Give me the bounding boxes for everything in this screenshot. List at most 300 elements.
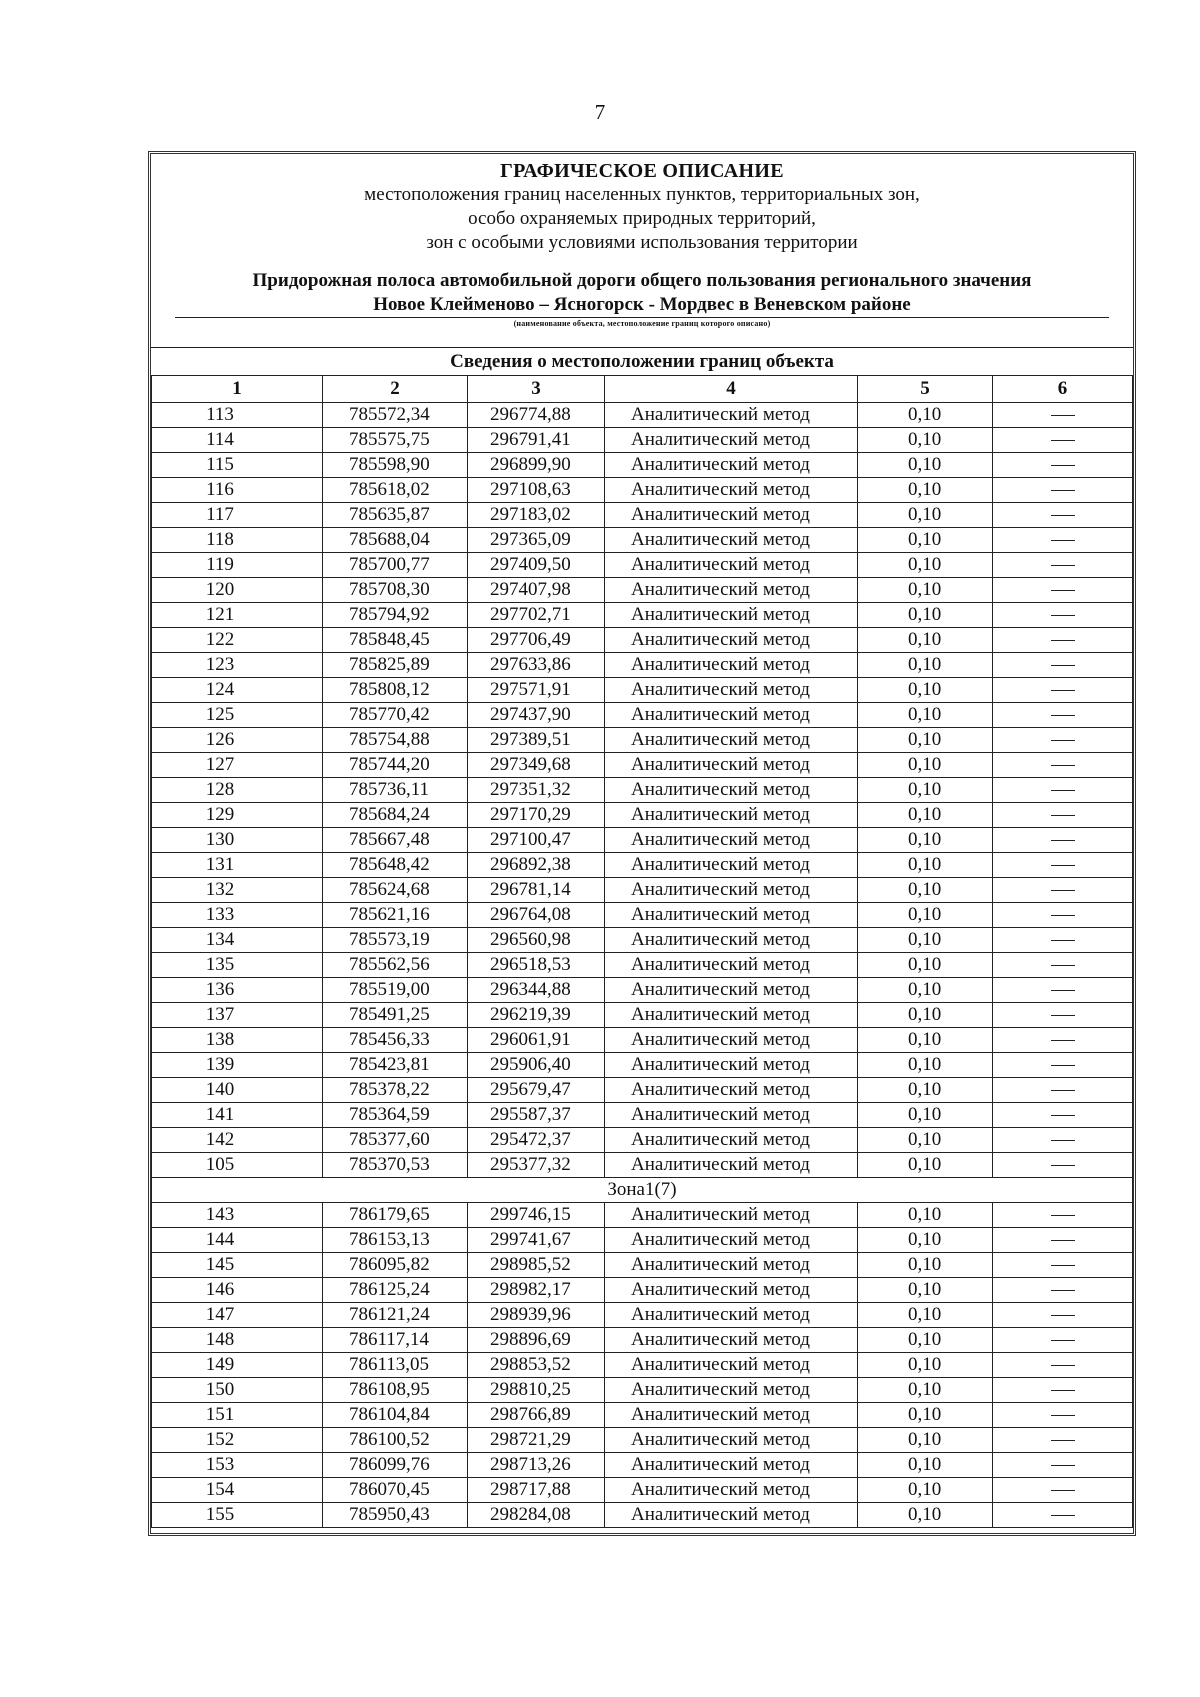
dash-mark — [1051, 765, 1075, 766]
point-number-cell: 132 — [152, 878, 323, 903]
accuracy-cell: 0,10 — [858, 653, 993, 678]
accuracy-cell: 0,10 — [858, 803, 993, 828]
table-row — [152, 1078, 1133, 1103]
method-cell: Аналитический метод — [605, 978, 858, 1003]
y-coordinate-cell: 298721,29 — [468, 1428, 605, 1453]
y-coordinate-cell: 296899,90 — [468, 453, 605, 478]
x-coordinate-cell: 785519,00 — [323, 978, 468, 1003]
accuracy-cell: 0,10 — [858, 853, 993, 878]
document-title: ГРАФИЧЕСКОЕ ОПИСАНИЕ — [500, 160, 784, 182]
table-row — [152, 478, 1133, 503]
method-cell: Аналитический метод — [605, 653, 858, 678]
method-cell: Аналитический метод — [605, 528, 858, 553]
x-coordinate-cell: 785423,81 — [323, 1053, 468, 1078]
note-cell — [993, 1153, 1133, 1178]
accuracy-cell: 0,10 — [858, 478, 993, 503]
object-name-line-2: Новое Клейменово – Ясногорск - Мордвес в Веневском районе — [373, 294, 911, 315]
point-number-cell: 146 — [152, 1278, 323, 1303]
y-coordinate-cell: 295679,47 — [468, 1078, 605, 1103]
note-cell — [993, 1228, 1133, 1253]
method-cell: Аналитический метод — [605, 1103, 858, 1128]
dash-mark — [1051, 690, 1075, 691]
method-cell: Аналитический метод — [605, 928, 858, 953]
dash-mark — [1051, 440, 1075, 441]
accuracy-cell: 0,10 — [858, 778, 993, 803]
note-cell — [993, 528, 1133, 553]
x-coordinate-cell: 785736,11 — [323, 778, 468, 803]
point-number-cell: 136 — [152, 978, 323, 1003]
table-row — [152, 1378, 1133, 1403]
point-number-cell: 129 — [152, 803, 323, 828]
x-coordinate-cell: 785754,88 — [323, 728, 468, 753]
method-cell: Аналитический метод — [605, 778, 858, 803]
method-cell: Аналитический метод — [605, 1203, 858, 1228]
x-coordinate-cell: 786070,45 — [323, 1478, 468, 1503]
accuracy-cell: 0,10 — [858, 728, 993, 753]
accuracy-cell: 0,10 — [858, 978, 993, 1003]
dash-mark — [1051, 1415, 1075, 1416]
dash-mark — [1051, 1290, 1075, 1291]
y-coordinate-cell: 297100,47 — [468, 828, 605, 853]
object-name-underline — [175, 317, 1109, 318]
point-number-cell: 155 — [152, 1503, 323, 1528]
dash-mark — [1051, 965, 1075, 966]
point-number-cell: 113 — [152, 403, 323, 428]
object-caption: (наименование объекта, местоположение границ которого описано) — [513, 319, 771, 328]
table-row — [152, 1028, 1133, 1053]
table-row — [152, 978, 1133, 1003]
table-row — [152, 1453, 1133, 1478]
accuracy-cell: 0,10 — [858, 1403, 993, 1428]
note-cell — [993, 1328, 1133, 1353]
table-header-row — [152, 376, 1133, 403]
accuracy-cell: 0,10 — [858, 453, 993, 478]
table-row — [152, 1428, 1133, 1453]
accuracy-cell: 0,10 — [858, 553, 993, 578]
table-row — [152, 1278, 1133, 1303]
point-number-cell: 135 — [152, 953, 323, 978]
y-coordinate-cell: 296344,88 — [468, 978, 605, 1003]
dash-mark — [1051, 1015, 1075, 1016]
accuracy-cell: 0,10 — [858, 1478, 993, 1503]
method-cell: Аналитический метод — [605, 553, 858, 578]
x-coordinate-cell: 785708,30 — [323, 578, 468, 603]
point-number-cell: 153 — [152, 1453, 323, 1478]
dash-mark — [1051, 1515, 1075, 1516]
y-coordinate-cell: 298284,08 — [468, 1503, 605, 1528]
dash-mark — [1051, 1440, 1075, 1441]
document-frame — [148, 151, 1136, 1536]
table-row — [152, 778, 1133, 803]
point-number-cell: 142 — [152, 1128, 323, 1153]
x-coordinate-cell: 785684,24 — [323, 803, 468, 828]
table-row — [152, 1303, 1133, 1328]
method-cell: Аналитический метод — [605, 678, 858, 703]
point-number-cell: 151 — [152, 1403, 323, 1428]
y-coordinate-cell: 296781,14 — [468, 878, 605, 903]
note-cell — [993, 953, 1133, 978]
x-coordinate-cell: 786108,95 — [323, 1378, 468, 1403]
x-coordinate-cell: 785598,90 — [323, 453, 468, 478]
note-cell — [993, 728, 1133, 753]
point-number-cell: 154 — [152, 1478, 323, 1503]
y-coordinate-cell: 296061,91 — [468, 1028, 605, 1053]
method-cell: Аналитический метод — [605, 453, 858, 478]
x-coordinate-cell: 786153,13 — [323, 1228, 468, 1253]
y-coordinate-cell: 298717,88 — [468, 1478, 605, 1503]
note-cell — [993, 1278, 1133, 1303]
method-cell: Аналитический метод — [605, 903, 858, 928]
point-number-cell: 120 — [152, 578, 323, 603]
method-cell: Аналитический метод — [605, 1378, 858, 1403]
point-number-cell: 115 — [152, 453, 323, 478]
point-number-cell: 134 — [152, 928, 323, 953]
dash-mark — [1051, 1165, 1075, 1166]
subtitle-line-3: зон с особыми условиями использования территории — [426, 232, 858, 253]
y-coordinate-cell: 295587,37 — [468, 1103, 605, 1128]
table-row — [152, 853, 1133, 878]
table-row — [152, 603, 1133, 628]
table-row — [152, 403, 1133, 428]
y-coordinate-cell: 297349,68 — [468, 753, 605, 778]
note-cell — [993, 1503, 1133, 1528]
note-cell — [993, 1378, 1133, 1403]
dash-mark — [1051, 840, 1075, 841]
x-coordinate-cell: 786099,76 — [323, 1453, 468, 1478]
point-number-cell: 149 — [152, 1353, 323, 1378]
accuracy-cell: 0,10 — [858, 1278, 993, 1303]
point-number-cell: 141 — [152, 1103, 323, 1128]
method-cell: Аналитический метод — [605, 878, 858, 903]
accuracy-cell: 0,10 — [858, 1203, 993, 1228]
point-number-cell: 133 — [152, 903, 323, 928]
point-number-cell: 145 — [152, 1253, 323, 1278]
column-header: 4 — [605, 376, 858, 403]
method-cell: Аналитический метод — [605, 828, 858, 853]
point-number-cell: 123 — [152, 653, 323, 678]
method-cell: Аналитический метод — [605, 1353, 858, 1378]
note-cell — [993, 1103, 1133, 1128]
point-number-cell: 127 — [152, 753, 323, 778]
x-coordinate-cell: 785808,12 — [323, 678, 468, 703]
table-row — [152, 528, 1133, 553]
subtitle-line-1: местоположения границ населенных пунктов, территориальных зон, — [364, 184, 920, 205]
table-row — [152, 1503, 1133, 1528]
method-cell: Аналитический метод — [605, 1228, 858, 1253]
x-coordinate-cell: 785378,22 — [323, 1078, 468, 1103]
x-coordinate-cell: 786125,24 — [323, 1278, 468, 1303]
y-coordinate-cell: 297170,29 — [468, 803, 605, 828]
dash-mark — [1051, 515, 1075, 516]
method-cell: Аналитический метод — [605, 1303, 858, 1328]
accuracy-cell: 0,10 — [858, 1228, 993, 1253]
dash-mark — [1051, 1490, 1075, 1491]
note-cell — [993, 1078, 1133, 1103]
point-number-cell: 105 — [152, 1153, 323, 1178]
y-coordinate-cell: 297409,50 — [468, 553, 605, 578]
y-coordinate-cell: 297571,91 — [468, 678, 605, 703]
x-coordinate-cell: 785624,68 — [323, 878, 468, 903]
table-row — [152, 953, 1133, 978]
accuracy-cell: 0,10 — [858, 528, 993, 553]
dash-mark — [1051, 1265, 1075, 1266]
dash-mark — [1051, 1215, 1075, 1216]
method-cell: Аналитический метод — [605, 1503, 858, 1528]
accuracy-cell: 0,10 — [858, 1378, 993, 1403]
method-cell: Аналитический метод — [605, 578, 858, 603]
point-number-cell: 114 — [152, 428, 323, 453]
dash-mark — [1051, 490, 1075, 491]
method-cell: Аналитический метод — [605, 803, 858, 828]
zone-label: Зона1(7) — [152, 1178, 1133, 1203]
point-number-cell: 125 — [152, 703, 323, 728]
x-coordinate-cell: 785618,02 — [323, 478, 468, 503]
table-row — [152, 678, 1133, 703]
point-number-cell: 117 — [152, 503, 323, 528]
table-row — [152, 878, 1133, 903]
table-row — [152, 628, 1133, 653]
y-coordinate-cell: 297108,63 — [468, 478, 605, 503]
method-cell: Аналитический метод — [605, 1403, 858, 1428]
point-number-cell: 137 — [152, 1003, 323, 1028]
x-coordinate-cell: 785667,48 — [323, 828, 468, 853]
accuracy-cell: 0,10 — [858, 1053, 993, 1078]
section-title: Сведения о местоположении границ объекта — [151, 347, 1133, 374]
point-number-cell: 139 — [152, 1053, 323, 1078]
column-header: 1 — [152, 376, 323, 403]
note-cell — [993, 1003, 1133, 1028]
y-coordinate-cell: 295472,37 — [468, 1128, 605, 1153]
point-number-cell: 122 — [152, 628, 323, 653]
x-coordinate-cell: 785688,04 — [323, 528, 468, 553]
note-cell — [993, 1453, 1133, 1478]
x-coordinate-cell: 785621,16 — [323, 903, 468, 928]
x-coordinate-cell: 785700,77 — [323, 553, 468, 578]
table-row — [152, 703, 1133, 728]
dash-mark — [1051, 1040, 1075, 1041]
point-number-cell: 152 — [152, 1428, 323, 1453]
note-cell — [993, 703, 1133, 728]
dash-mark — [1051, 1365, 1075, 1366]
dash-mark — [1051, 940, 1075, 941]
table-row — [152, 1228, 1133, 1253]
dash-mark — [1051, 815, 1075, 816]
dash-mark — [1051, 990, 1075, 991]
dash-mark — [1051, 565, 1075, 566]
point-number-cell: 126 — [152, 728, 323, 753]
subtitle-line-2: особо охраняемых природных территорий, — [468, 208, 816, 229]
point-number-cell: 116 — [152, 478, 323, 503]
point-number-cell: 138 — [152, 1028, 323, 1053]
y-coordinate-cell: 296219,39 — [468, 1003, 605, 1028]
x-coordinate-cell: 785648,42 — [323, 853, 468, 878]
note-cell — [993, 1253, 1133, 1278]
dash-mark — [1051, 865, 1075, 866]
dash-mark — [1051, 890, 1075, 891]
method-cell: Аналитический метод — [605, 1428, 858, 1453]
dash-mark — [1051, 465, 1075, 466]
table-row — [152, 1053, 1133, 1078]
accuracy-cell: 0,10 — [858, 578, 993, 603]
note-cell — [993, 653, 1133, 678]
x-coordinate-cell: 785370,53 — [323, 1153, 468, 1178]
point-number-cell: 118 — [152, 528, 323, 553]
x-coordinate-cell: 785573,19 — [323, 928, 468, 953]
accuracy-cell: 0,10 — [858, 828, 993, 853]
table-row — [152, 653, 1133, 678]
note-cell — [993, 1428, 1133, 1453]
note-cell — [993, 828, 1133, 853]
note-cell — [993, 578, 1133, 603]
accuracy-cell: 0,10 — [858, 1428, 993, 1453]
document-header — [151, 154, 1133, 317]
point-number-cell: 124 — [152, 678, 323, 703]
method-cell: Аналитический метод — [605, 853, 858, 878]
method-cell: Аналитический метод — [605, 728, 858, 753]
x-coordinate-cell: 785770,42 — [323, 703, 468, 728]
x-coordinate-cell: 785491,25 — [323, 1003, 468, 1028]
method-cell: Аналитический метод — [605, 753, 858, 778]
object-name-line-1: Придорожная полоса автомобильной дороги общего пользования регионального значения — [252, 270, 1032, 291]
y-coordinate-cell: 296791,41 — [468, 428, 605, 453]
point-number-cell: 143 — [152, 1203, 323, 1228]
x-coordinate-cell: 785744,20 — [323, 753, 468, 778]
x-coordinate-cell: 785848,45 — [323, 628, 468, 653]
point-number-cell: 150 — [152, 1378, 323, 1403]
accuracy-cell: 0,10 — [858, 953, 993, 978]
accuracy-cell: 0,10 — [858, 1328, 993, 1353]
table-row — [152, 553, 1133, 578]
table-row — [152, 1478, 1133, 1503]
note-cell — [993, 853, 1133, 878]
method-cell: Аналитический метод — [605, 1278, 858, 1303]
x-coordinate-cell: 785635,87 — [323, 503, 468, 528]
dash-mark — [1051, 590, 1075, 591]
accuracy-cell: 0,10 — [858, 1353, 993, 1378]
note-cell — [993, 903, 1133, 928]
dash-mark — [1051, 740, 1075, 741]
table-row — [152, 578, 1133, 603]
y-coordinate-cell: 297389,51 — [468, 728, 605, 753]
accuracy-cell: 0,10 — [858, 903, 993, 928]
point-number-cell: 140 — [152, 1078, 323, 1103]
note-cell — [993, 1403, 1133, 1428]
y-coordinate-cell: 298896,69 — [468, 1328, 605, 1353]
note-cell — [993, 1353, 1133, 1378]
note-cell — [993, 628, 1133, 653]
method-cell: Аналитический метод — [605, 1128, 858, 1153]
y-coordinate-cell: 297633,86 — [468, 653, 605, 678]
table-row — [152, 1103, 1133, 1128]
accuracy-cell: 0,10 — [858, 878, 993, 903]
table-row — [152, 1403, 1133, 1428]
table-row — [152, 1353, 1133, 1378]
y-coordinate-cell: 298853,52 — [468, 1353, 605, 1378]
dash-mark — [1051, 1240, 1075, 1241]
x-coordinate-cell: 786100,52 — [323, 1428, 468, 1453]
y-coordinate-cell: 298982,17 — [468, 1278, 605, 1303]
table-row — [152, 1203, 1133, 1228]
dash-mark — [1051, 1065, 1075, 1066]
accuracy-cell: 0,10 — [858, 1128, 993, 1153]
dash-mark — [1051, 415, 1075, 416]
table-row — [152, 428, 1133, 453]
column-header: 5 — [858, 376, 993, 403]
table-row — [152, 753, 1133, 778]
method-cell: Аналитический метод — [605, 1028, 858, 1053]
point-number-cell: 148 — [152, 1328, 323, 1353]
dash-mark — [1051, 1465, 1075, 1466]
accuracy-cell: 0,10 — [858, 1153, 993, 1178]
y-coordinate-cell: 297437,90 — [468, 703, 605, 728]
accuracy-cell: 0,10 — [858, 1303, 993, 1328]
table-row — [152, 1328, 1133, 1353]
x-coordinate-cell: 786121,24 — [323, 1303, 468, 1328]
note-cell — [993, 778, 1133, 803]
y-coordinate-cell: 298766,89 — [468, 1403, 605, 1428]
note-cell — [993, 1028, 1133, 1053]
dash-mark — [1051, 665, 1075, 666]
accuracy-cell: 0,10 — [858, 1503, 993, 1528]
method-cell: Аналитический метод — [605, 953, 858, 978]
column-header: 3 — [468, 376, 605, 403]
table-row — [152, 928, 1133, 953]
table-row — [152, 1153, 1133, 1178]
x-coordinate-cell: 785377,60 — [323, 1128, 468, 1153]
note-cell — [993, 478, 1133, 503]
method-cell: Аналитический метод — [605, 1453, 858, 1478]
note-cell — [993, 428, 1133, 453]
point-number-cell: 119 — [152, 553, 323, 578]
accuracy-cell: 0,10 — [858, 1103, 993, 1128]
column-header: 2 — [323, 376, 468, 403]
note-cell — [993, 453, 1133, 478]
note-cell — [993, 678, 1133, 703]
x-coordinate-cell: 786117,14 — [323, 1328, 468, 1353]
method-cell: Аналитический метод — [605, 1478, 858, 1503]
note-cell — [993, 878, 1133, 903]
dash-mark — [1051, 1090, 1075, 1091]
method-cell: Аналитический метод — [605, 1053, 858, 1078]
method-cell: Аналитический метод — [605, 403, 858, 428]
x-coordinate-cell: 785794,92 — [323, 603, 468, 628]
dash-mark — [1051, 715, 1075, 716]
accuracy-cell: 0,10 — [858, 1003, 993, 1028]
y-coordinate-cell: 297407,98 — [468, 578, 605, 603]
coordinates-table — [151, 375, 1133, 1528]
y-coordinate-cell: 298713,26 — [468, 1453, 605, 1478]
accuracy-cell: 0,10 — [858, 503, 993, 528]
point-number-cell: 131 — [152, 853, 323, 878]
page-number: 7 — [594, 100, 606, 124]
note-cell — [993, 803, 1133, 828]
point-number-cell: 144 — [152, 1228, 323, 1253]
method-cell: Аналитический метод — [605, 703, 858, 728]
accuracy-cell: 0,10 — [858, 703, 993, 728]
y-coordinate-cell: 297702,71 — [468, 603, 605, 628]
y-coordinate-cell: 297183,02 — [468, 503, 605, 528]
note-cell — [993, 1478, 1133, 1503]
dash-mark — [1051, 1115, 1075, 1116]
table-row — [152, 828, 1133, 853]
point-number-cell: 147 — [152, 1303, 323, 1328]
y-coordinate-cell: 298810,25 — [468, 1378, 605, 1403]
dash-mark — [1051, 1315, 1075, 1316]
table-row — [152, 503, 1133, 528]
accuracy-cell: 0,10 — [858, 428, 993, 453]
x-coordinate-cell: 786095,82 — [323, 1253, 468, 1278]
accuracy-cell: 0,10 — [858, 928, 993, 953]
